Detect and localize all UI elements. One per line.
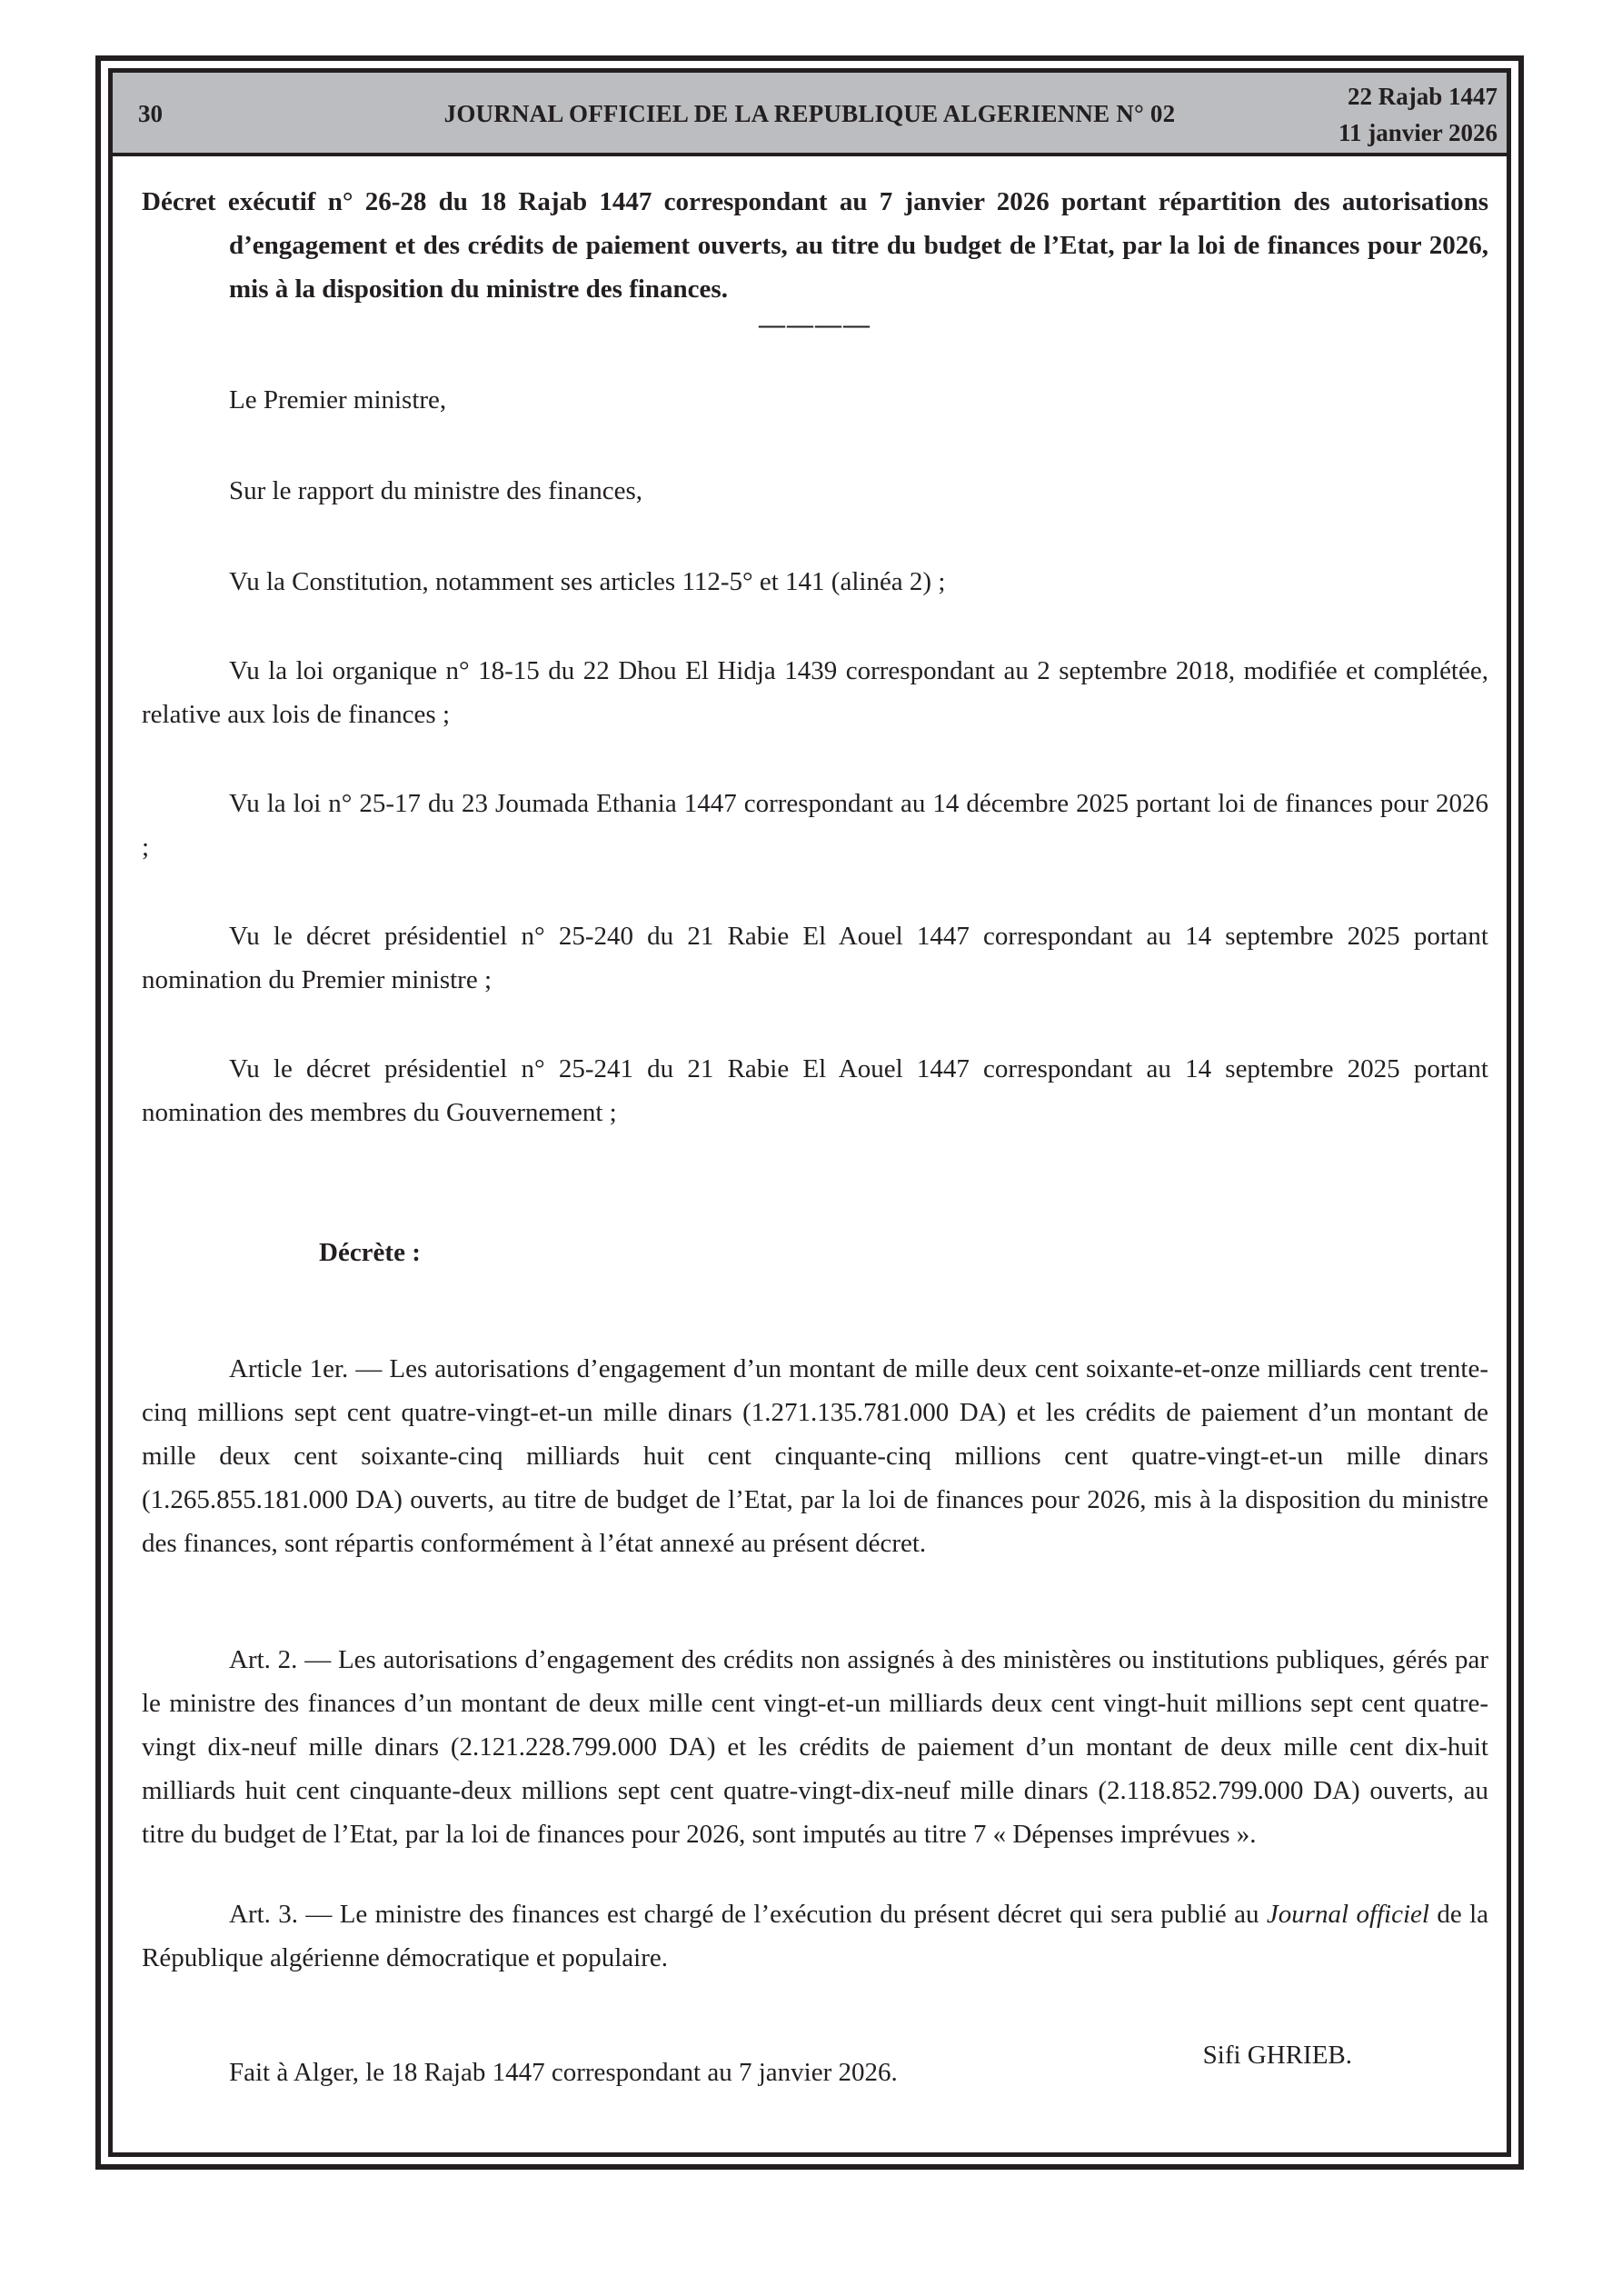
decree-title: Décret exécutif n° 26-28 du 18 Rajab 1447 correspondant au 7 janvier 2026 portant répartition des autorisations d’engagement et des crédits de paiement ouverts, au titre du budget de l’Etat, par la loi de finances pour 2026, mis à la disposition du ministre des finances. [142,187,1488,304]
date-gregorian: 11 janvier 2026 [1338,119,1498,146]
preamble-line: Vu la Constitution, notamment ses articles 112-5° et 141 (alinéa 2) ; [229,567,946,596]
decrete-label: Décrète : [319,1238,421,1267]
journal-officiel-italic: Journal officiel [1266,1900,1429,1929]
title-separator: ———— [759,310,871,339]
signature: Sifi GHRIEB. [1202,2041,1352,2070]
journal-title: JOURNAL OFFICIEL DE LA REPUBLIQUE ALGERIENNE N° 02 [443,100,1176,127]
closing-statement: Fait à Alger, le 18 Rajab 1447 correspondant au 7 janvier 2026. [229,2058,898,2087]
journal-header [113,73,1507,156]
preamble-line: Vu la loi organique n° 18-15 du 22 Dhou El Hidja 1439 correspondant au 2 septembre 2018, modifiée et complétée, relative aux lois de finances ; [142,656,1488,729]
preamble-line: Vu la loi n° 25-17 du 23 Joumada Ethania 1447 correspondant au 14 décembre 2025 portant loi de finances pour 2026 ; [142,789,1488,862]
article-1: Article 1er. — Les autorisations d’engagement d’un montant de mille deux cent soixante-et-onze milliards cent trente-cinq millions sept cent quatre-vingt-et-un mille dinars (1.271.135.781.000 DA) et les crédits de paiement d’un montant de mille deux cent soixante-cinq milliards huit cent cinquante-cinq millions cent quatre-vingt-et-un mille dinars (1.265.855.181.000 DA) ouverts, au titre de budget de l’Etat, par la loi de finances pour 2026, mis à la disposition du ministre des finances, sont répartis conformément à l’état annexé au présent décret. [142,1354,1488,1558]
page-frame-inner [108,68,1511,2157]
date-hijri: 22 Rajab 1447 [1347,83,1498,110]
page-number: 30 [138,100,163,127]
header-dates [1338,78,1498,151]
article-3 [142,1892,1488,1980]
preamble-line: Le Premier ministre, [229,385,447,414]
decree-body [142,180,1488,2094]
article-3-text: Art. 3. — Le ministre des finances est chargé de l’exécution du présent décret qui sera publié au [229,1900,1267,1929]
preamble-line: Sur le rapport du ministre des finances, [229,476,643,505]
preamble-line: Vu le décret présidentiel n° 25-240 du 21 Rabie El Aouel 1447 correspondant au 14 septembre 2025 portant nomination du Premier ministre ; [142,922,1488,994]
page-frame-outer [95,55,1524,2170]
article-3-text-end: de la République algérienne démocratique et populaire. [142,1900,1488,1972]
preamble-line: Vu le décret présidentiel n° 25-241 du 21 Rabie El Aouel 1447 correspondant au 14 septembre 2025 portant nomination des membres du Gouvernement ; [142,1054,1488,1127]
article-2: Art. 2. — Les autorisations d’engagement des crédits non assignés à des ministères ou institutions publiques, gérés par le ministre des finances d’un montant de deux mille cent vingt-et-un milliards deux cent vingt-huit millions sept cent quatre-vingt dix-neuf mille dinars (2.121.228.799.000 DA) et les crédits de paiement d’un montant de deux mille cent dix-huit milliards huit cent cinquante-deux millions sept cent quatre-vingt-dix-neuf mille dinars (2.118.852.799.000 DA) ouverts, au titre du budget de l’Etat, par la loi de finances pour 2026, sont imputés au titre 7 « Dépenses imprévues ». [142,1645,1488,1849]
